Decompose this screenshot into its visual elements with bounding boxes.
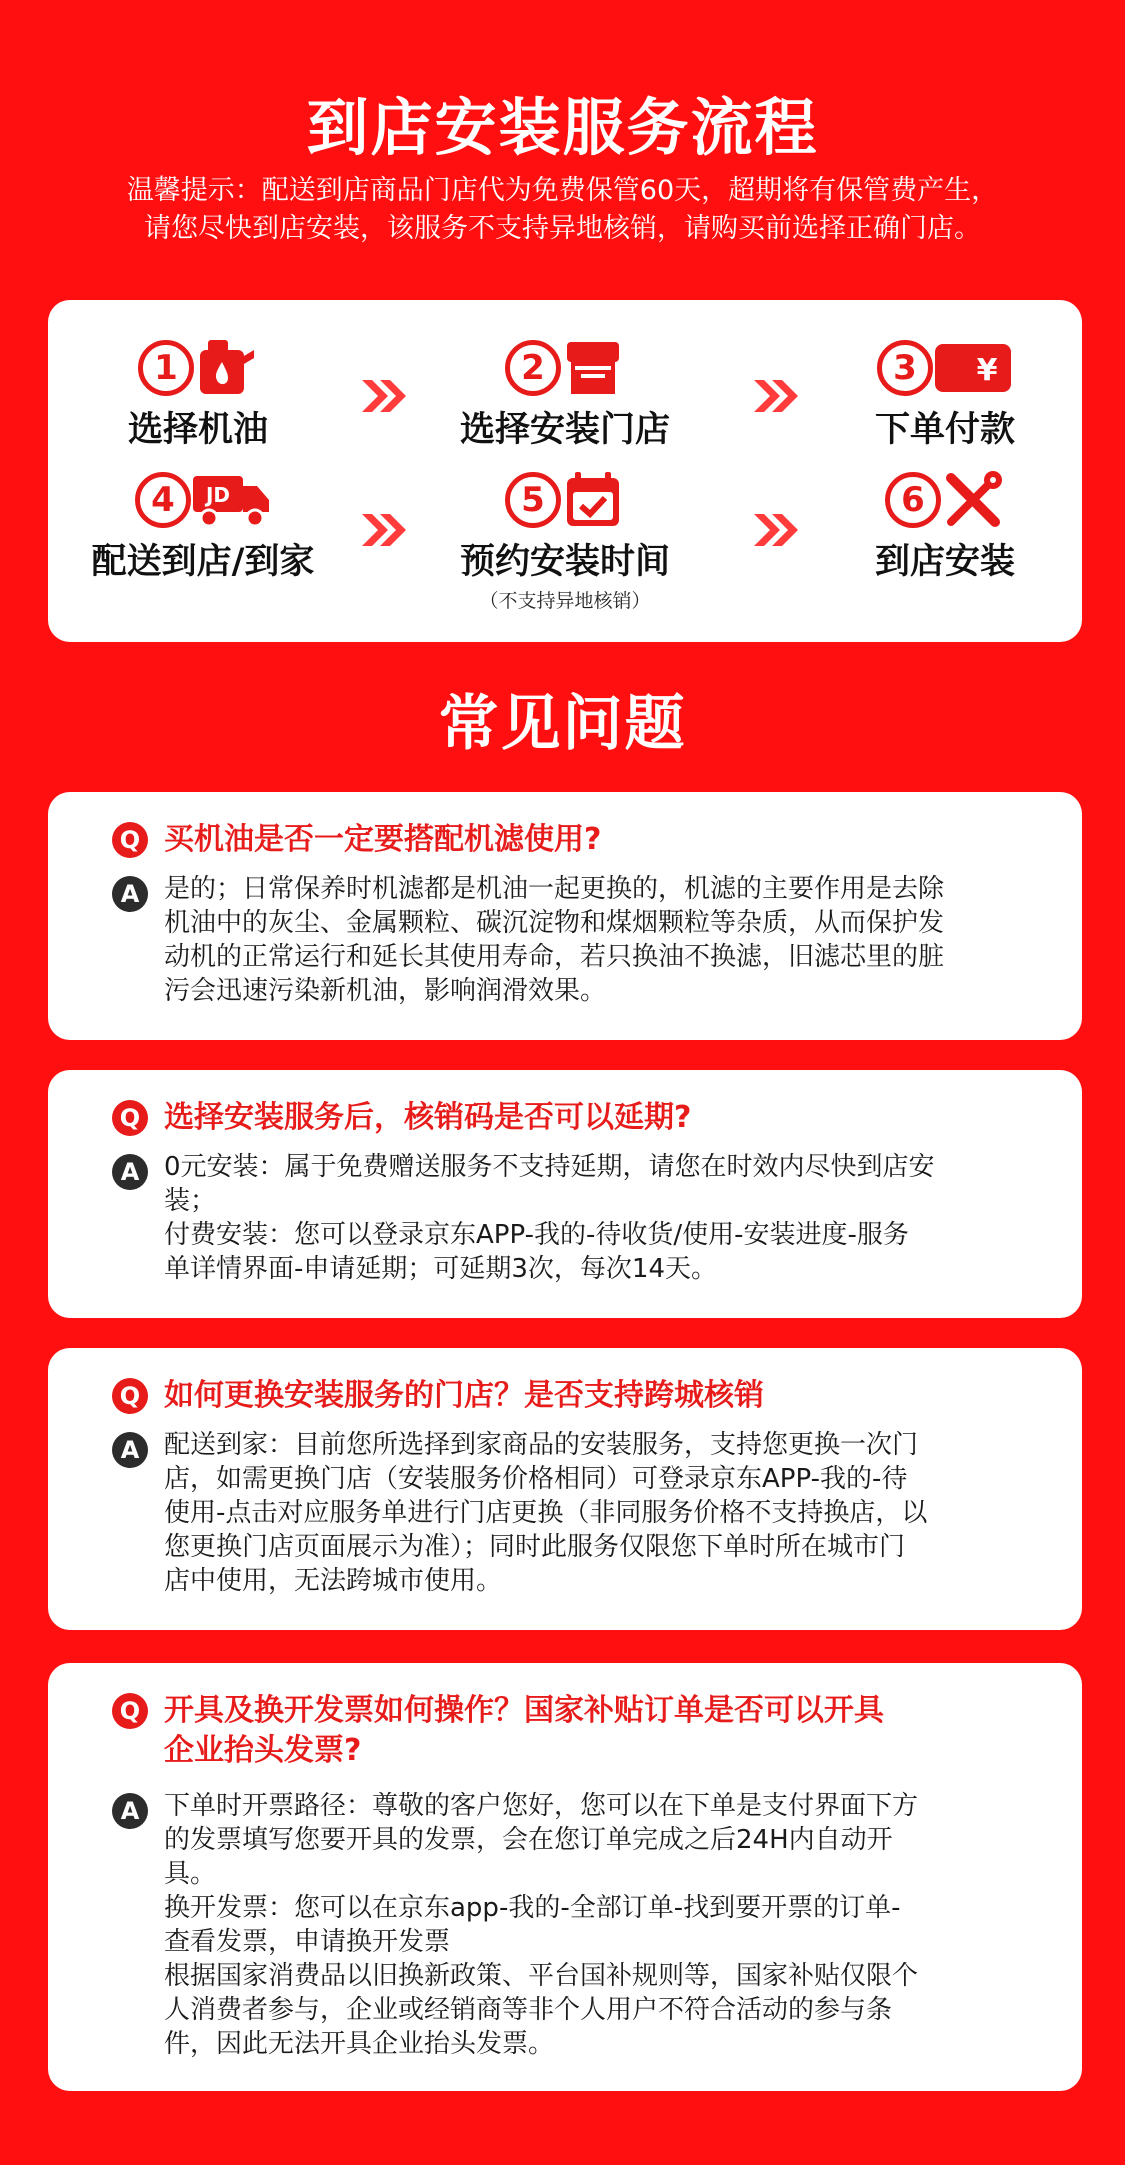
step-label: 到店安装	[874, 542, 1015, 582]
faq-section	[0, 676, 1125, 759]
step-number-1: 1	[138, 340, 194, 396]
notice-line: 温馨提示：配送到店商品门店代为免费保管60天，超期将有保管费产生，	[126, 175, 999, 206]
chevron-right-icon	[752, 512, 802, 548]
question-badge: Q	[112, 822, 148, 858]
answer-text: 配送到家：目前您所选择到家商品的安装服务，支持您更换一次门 店，如需更换门店（安装服务价格相同）可登录京东APP-我的-待 使用-点击对应服务单进行门店更换（非同服务价格不支持换店，以 您更换门店页面展示为准）；同时此服务仅限您下单时所在城市门 店中使用，无法跨城市使用。	[164, 1430, 928, 1596]
step-label: 选择机油	[127, 410, 268, 450]
step-5	[440, 468, 690, 613]
faq-card	[48, 1070, 1082, 1318]
question-badge: Q	[112, 1693, 148, 1729]
chevron-right-icon	[360, 378, 410, 414]
step-1	[98, 336, 298, 452]
answer-text: 下单时开票路径：尊敬的客户您好，您可以在下单是支付界面下方 的发票填写您要开具的发票，会在您订单完成之后24H内自动开 具。 换开发票：您可以在京东app-我的-全部订单-找到要开票的订单- 查看发票，申请换开发票 根据国家消费品以旧换新政策、平台国补规则等，国家补贴仅限个 人消费者参与，企业或经销商等非个人用户不符合活动的参与条 件，因此无法开具企业抬头发票。	[164, 1791, 919, 2059]
step-note: （不支持异地核销）	[479, 590, 651, 612]
question-text: 如何更换安装服务的门店？是否支持跨城核销	[164, 1378, 764, 1413]
answer-text: 是的；日常保养时机滤都是机油一起更换的，机滤的主要作用是去除 机油中的灰尘、金属颗粒、碳沉淀物和煤烟颗粒等杂质，从而保护发 动机的正常运行和延长其使用寿命，若只换油不换滤，旧滤芯里的脏 污会迅速污染新机油，影响润滑效果。	[164, 874, 945, 1006]
faq-card	[48, 1348, 1082, 1630]
answer-badge: A	[112, 1154, 148, 1190]
step-label: 预约安装时间	[459, 542, 670, 582]
svg-text:¥: ¥	[976, 353, 998, 388]
oil-can-icon	[194, 336, 258, 400]
answer-badge: A	[112, 1793, 148, 1829]
step-2	[440, 336, 690, 452]
chevron-right-icon	[752, 378, 802, 414]
step-6	[845, 468, 1045, 584]
step-number-3: 3	[877, 340, 933, 396]
step-label: 配送到店/到家	[91, 542, 315, 582]
step-number-4: 4	[135, 472, 191, 528]
yen-payment-icon	[933, 336, 1013, 400]
step-4	[73, 468, 333, 584]
faq-card	[48, 1663, 1082, 2091]
answer-badge: A	[112, 876, 148, 912]
question-text: 买机油是否一定要搭配机滤使用?	[164, 822, 602, 857]
notice-text	[0, 172, 1125, 248]
question-badge: Q	[112, 1100, 148, 1136]
faq-title: 常见问题	[438, 689, 687, 759]
chevron-right-icon	[360, 512, 410, 548]
question-text: 开具及换开发票如何操作？国家补贴订单是否可以开具 企业抬头发票?	[164, 1693, 884, 1768]
step-number-5: 5	[505, 472, 561, 528]
question-text: 选择安装服务后，核销码是否可以延期?	[164, 1100, 692, 1135]
step-number-2: 2	[505, 340, 561, 396]
jd-badge: JD	[205, 483, 231, 507]
tools-icon	[941, 468, 1005, 532]
calendar-check-icon	[561, 468, 625, 532]
question-badge: Q	[112, 1378, 148, 1414]
answer-text: 0元安装：属于免费赠送服务不支持延期，请您在时效内尽快到店安 装； 付费安装：您可以登录京东APP-我的-待收货/使用-安装进度-服务 单详情界面-申请延期；可延期3次，每次14天。	[164, 1152, 935, 1284]
page-title: 到店安装服务流程	[306, 91, 819, 164]
step-number-6: 6	[885, 472, 941, 528]
step-3	[840, 336, 1050, 452]
step-label: 下单付款	[874, 410, 1015, 450]
faq-card	[48, 792, 1082, 1040]
process-card	[48, 300, 1082, 642]
step-label: 选择安装门店	[459, 410, 670, 450]
notice-line: 请您尽快到店安装，该服务不支持异地核销，请购买前选择正确门店。	[144, 213, 981, 244]
answer-badge: A	[112, 1432, 148, 1468]
store-icon	[561, 336, 625, 400]
delivery-truck-icon	[191, 468, 271, 532]
